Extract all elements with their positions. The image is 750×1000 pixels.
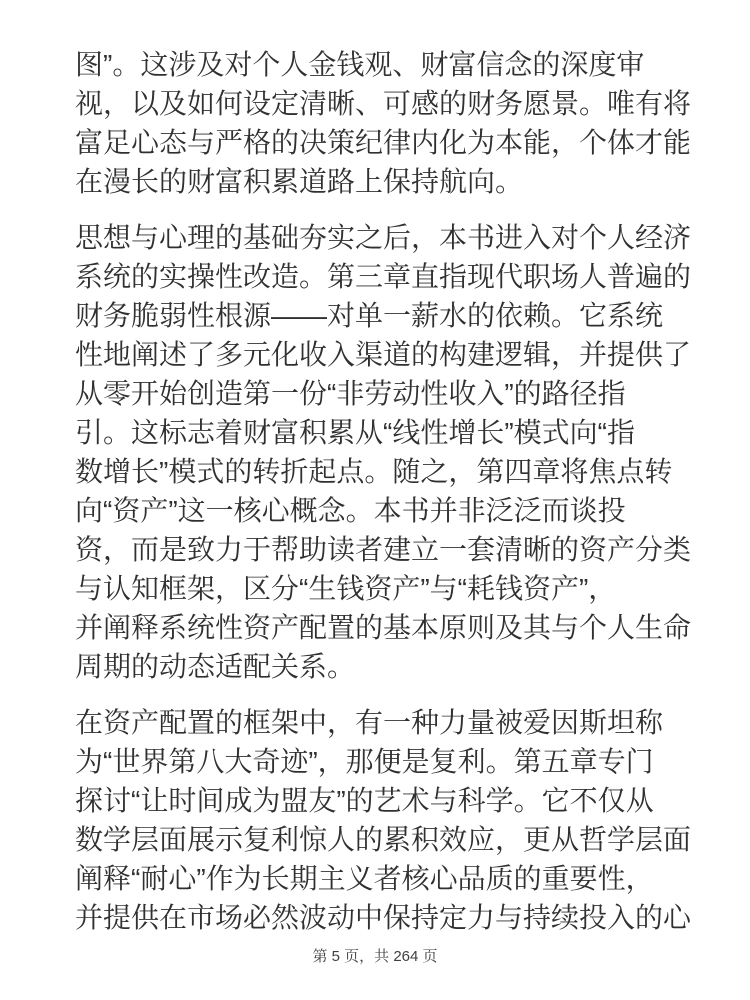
text-line: 在漫长的财富积累道路上保持航向。 xyxy=(75,166,524,197)
text-line: 探讨“让时间成为盟友”的艺术与科学。它不仅从 xyxy=(75,785,654,816)
text-line: 为“世界第八大奇迹”，那便是复利。第五章专门 xyxy=(75,746,654,777)
text-line: 向“资产”这一核心概念。本书并非泛泛而谈投 xyxy=(75,495,626,526)
text-line: 与认知框架，区分“生钱资产”与“耗钱资产”， xyxy=(75,573,617,604)
text-line: 数增长”模式的转折起点。随之，第四章将焦点转 xyxy=(75,456,673,487)
document-body xyxy=(75,45,705,954)
text-line: 财务脆弱性根源——对单一薪水的依赖。它系统 xyxy=(75,300,664,331)
text-line: 并阐释系统性资产配置的基本原则及其与个人生命 xyxy=(75,612,692,643)
paragraph-2 xyxy=(75,218,705,686)
text-line: 性地阐述了多元化收入渠道的构建逻辑，并提供了 xyxy=(75,339,692,370)
text-line: 视，以及如何设定清晰、可感的财务愿景。唯有将 xyxy=(75,88,692,119)
text-line: 周期的动态适配关系。 xyxy=(75,651,356,682)
text-line: 并提供在市场必然波动中保持定力与持续投入的心 xyxy=(75,902,692,933)
text-line: 从零开始创造第一份“非劳动性收入”的路径指 xyxy=(75,378,626,409)
text-line: 引。这标志着财富积累从“线性增长”模式向“指 xyxy=(75,417,635,448)
page-number-footer: 第 5 页，共 264 页 xyxy=(312,948,438,965)
text-line: 系统的实操性改造。第三章直指现代职场人普遍的 xyxy=(75,261,692,292)
paragraph-3 xyxy=(75,703,705,937)
text-line: 在资产配置的框架中，有一种力量被爱因斯坦称 xyxy=(75,707,664,738)
text-line: 思想与心理的基础夯实之后，本书进入对个人经济 xyxy=(75,222,692,253)
text-line: 富足心态与严格的决策纪律内化为本能，个体才能 xyxy=(75,127,692,158)
text-line: 数学层面展示复利惊人的累积效应，更从哲学层面 xyxy=(75,824,692,855)
paragraph-1 xyxy=(75,45,705,201)
text-line: 图”。这涉及对个人金钱观、财富信念的深度审 xyxy=(75,49,645,80)
text-line: 阐释“耐心”作为长期主义者核心品质的重要性， xyxy=(75,863,654,894)
text-line: 资，而是致力于帮助读者建立一套清晰的资产分类 xyxy=(75,534,692,565)
